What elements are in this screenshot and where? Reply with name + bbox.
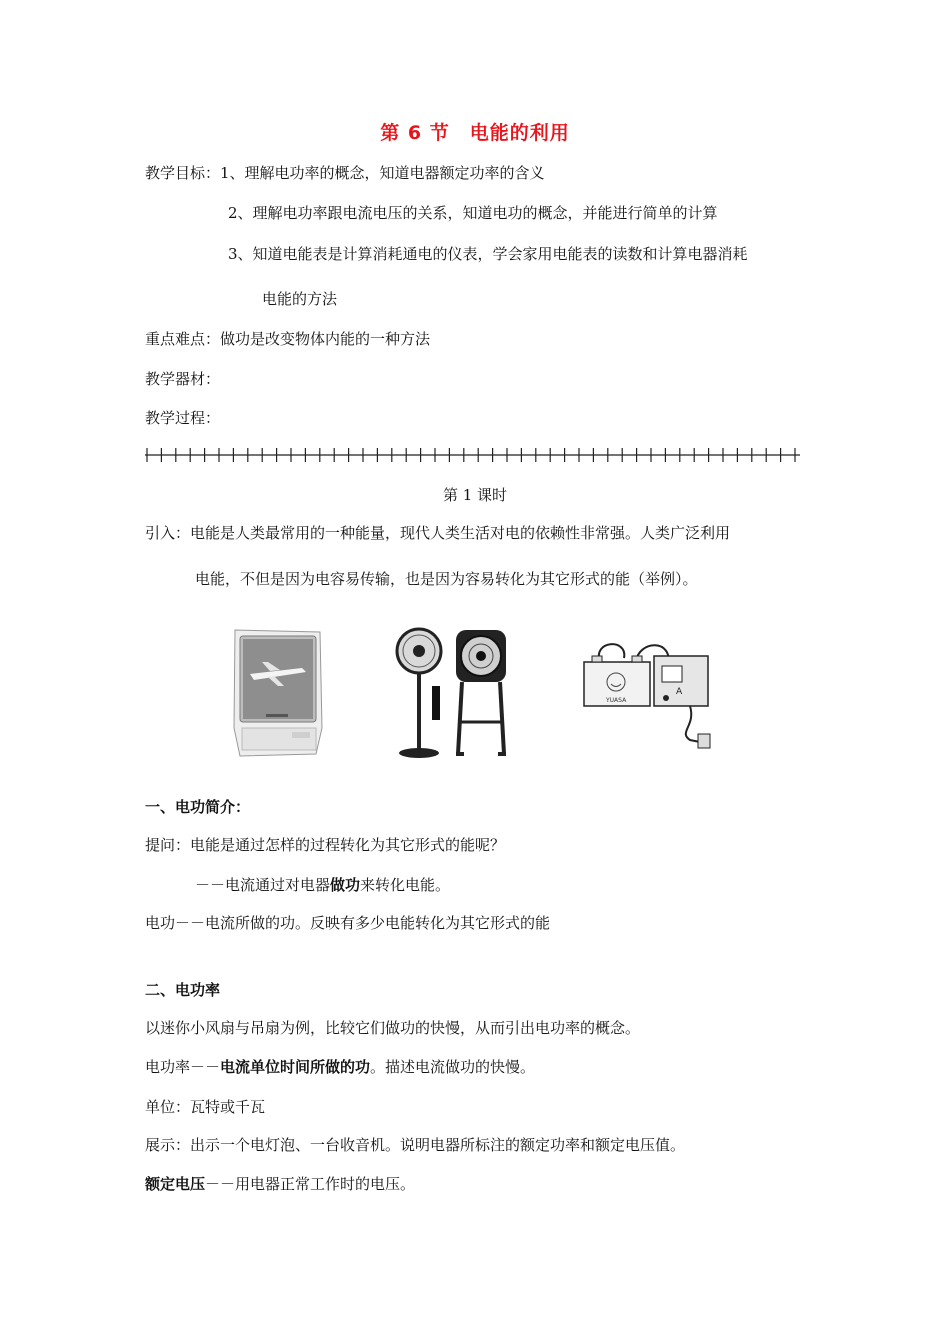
intro-line-2: 电能，不但是因为电容易传输，也是因为容易转化为其它形式的能（举例）。 (195, 570, 698, 588)
def-prefix: 电功率－－ (145, 1058, 221, 1076)
tick-divider (145, 446, 800, 464)
section-1-definition: 电功－－电流所做的功。反映有多少电能转化为其它形式的能 (145, 914, 551, 932)
battery-charger-image (578, 636, 718, 752)
objective-item-3-cont: 电能的方法 (262, 290, 338, 308)
objectives-line-1 (145, 163, 545, 183)
answer-bold: 做功 (330, 876, 361, 894)
section-2-heading: 二、电功率 (145, 981, 221, 999)
section-2-show: 展示：出示一个电灯泡、一台收音机。说明电器所标注的额定功率和额定电压值。 (145, 1136, 686, 1154)
section-2-definition (145, 1057, 535, 1077)
section-2-unit: 单位：瓦特或千瓦 (145, 1098, 266, 1116)
objective-item-2: 2、理解电功率跟电流电压的关系，知道电功的概念，并能进行简单的计算 (228, 204, 718, 222)
section-1-question: 提问：电能是通过怎样的过程转化为其它形式的能呢？ (145, 836, 506, 854)
key-points: 重点难点：做功是改变物体内能的一种方法 (145, 330, 431, 348)
meter-label: A (676, 687, 683, 697)
def-bold: 电流单位时间所做的功 (220, 1058, 371, 1076)
section-2-example: 以迷你小风扇与吊扇为例，比较它们做功的快慢，从而引出电功率的概念。 (145, 1019, 641, 1037)
process-label: 教学过程： (145, 409, 221, 427)
objective-item-3: 3、知道电能表是计算消耗通电的仪表，学会家用电能表的读数和计算电器消耗 (228, 245, 748, 263)
materials-label: 教学器材： (145, 370, 221, 388)
objective-item-1: 1、理解电功率的概念，知道电器额定功率的含义 (220, 164, 545, 182)
lesson-label: 第 1 课时 (442, 486, 508, 504)
answer-suffix: 来转化电能。 (360, 876, 451, 894)
battery-brand-label: YUASA (606, 697, 627, 704)
intro-line-1: 引入：电能是人类最常用的一种能量，现代人类生活对电的依赖性非常强。人类广泛利用 (145, 524, 731, 542)
rated-suffix: －－用电器正常工作时的电压。 (205, 1175, 416, 1193)
fans-image (394, 626, 512, 760)
rated-bold: 额定电压 (145, 1175, 206, 1193)
objectives-label: 教学目标： (145, 164, 221, 182)
section-1-heading: 一、电功简介： (145, 798, 251, 816)
page-title: 第 6 节 电能的利用 (380, 122, 570, 144)
television-image (232, 628, 326, 760)
answer-prefix: －－电流通过对电器 (195, 876, 331, 894)
def-suffix: 。描述电流做功的快慢。 (370, 1058, 536, 1076)
section-2-rated-voltage (145, 1174, 415, 1194)
section-1-answer (195, 875, 450, 895)
